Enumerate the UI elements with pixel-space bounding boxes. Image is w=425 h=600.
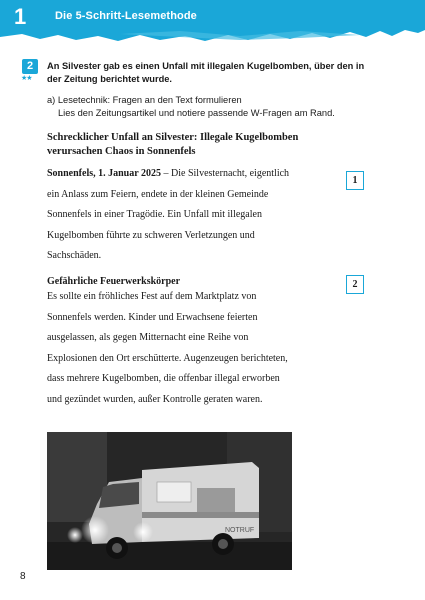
task-number-badge: 2 bbox=[22, 59, 38, 74]
paragraph-marker-1: 1 bbox=[346, 171, 364, 190]
article-paragraph-2: Es sollte ein fröhliches Fest auf dem Marktplatz von Sonnenfels werden. Kinder und Erwachsene feierten ausgelassen, als gegen Mitternacht eine Reihe von Explosionen den Ort erschütterte. Augenzeugen berichteten, dass mehrere Kugelbomben, die offenbar illegal erworben und gezündet wurden, außer Kontrolle geraten waren. bbox=[47, 291, 288, 405]
chapter-title: Die 5-Schritt-Lesemethode bbox=[55, 10, 197, 22]
section-heading: Gefährliche Feuerwerkskörper bbox=[47, 276, 181, 287]
subtask-a-title: a) Lesetechnik: Fragen an den Text formulieren bbox=[47, 95, 242, 105]
subtask-a-instruction: Lies den Zeitungsartikel und notiere passende W-Fragen am Rand. bbox=[58, 107, 335, 118]
ambulance-photo bbox=[47, 432, 292, 570]
vehicle-label: NOTRUF bbox=[225, 527, 255, 534]
article-paragraph-1 bbox=[47, 164, 292, 267]
page-number: 8 bbox=[20, 571, 26, 582]
difficulty-stars-icon: ★★ bbox=[21, 74, 32, 82]
paragraph-marker-2: 2 bbox=[346, 275, 364, 294]
task-instruction: An Silvester gab es einen Unfall mit illegalen Kugelbomben, über den in der Zeitung berichtet wurde. bbox=[47, 61, 365, 84]
brush-stroke-banner bbox=[0, 0, 425, 44]
ambulance-icon bbox=[47, 432, 292, 570]
subtask-a bbox=[47, 94, 377, 119]
chapter-header-band bbox=[0, 0, 425, 44]
article-headline: Schrecklicher Unfall an Silvester: Illegale Kugelbomben verursachen Chaos in Sonnenfels bbox=[47, 132, 299, 157]
article-paragraph-1-body: – Die Silvesternacht, eigentlich ein Anlass zum Feiern, endete in der kleinen Gemeinde Sonnenfels in einer Tragödie. Ein Unfall mit illegalen Kugelbomben führte zu schweren Verletzungen und Sachschäden. bbox=[47, 168, 290, 261]
article-dateline: Sonnenfels, 1. Januar 2025 bbox=[47, 168, 162, 179]
chapter-number: 1 bbox=[14, 4, 27, 29]
